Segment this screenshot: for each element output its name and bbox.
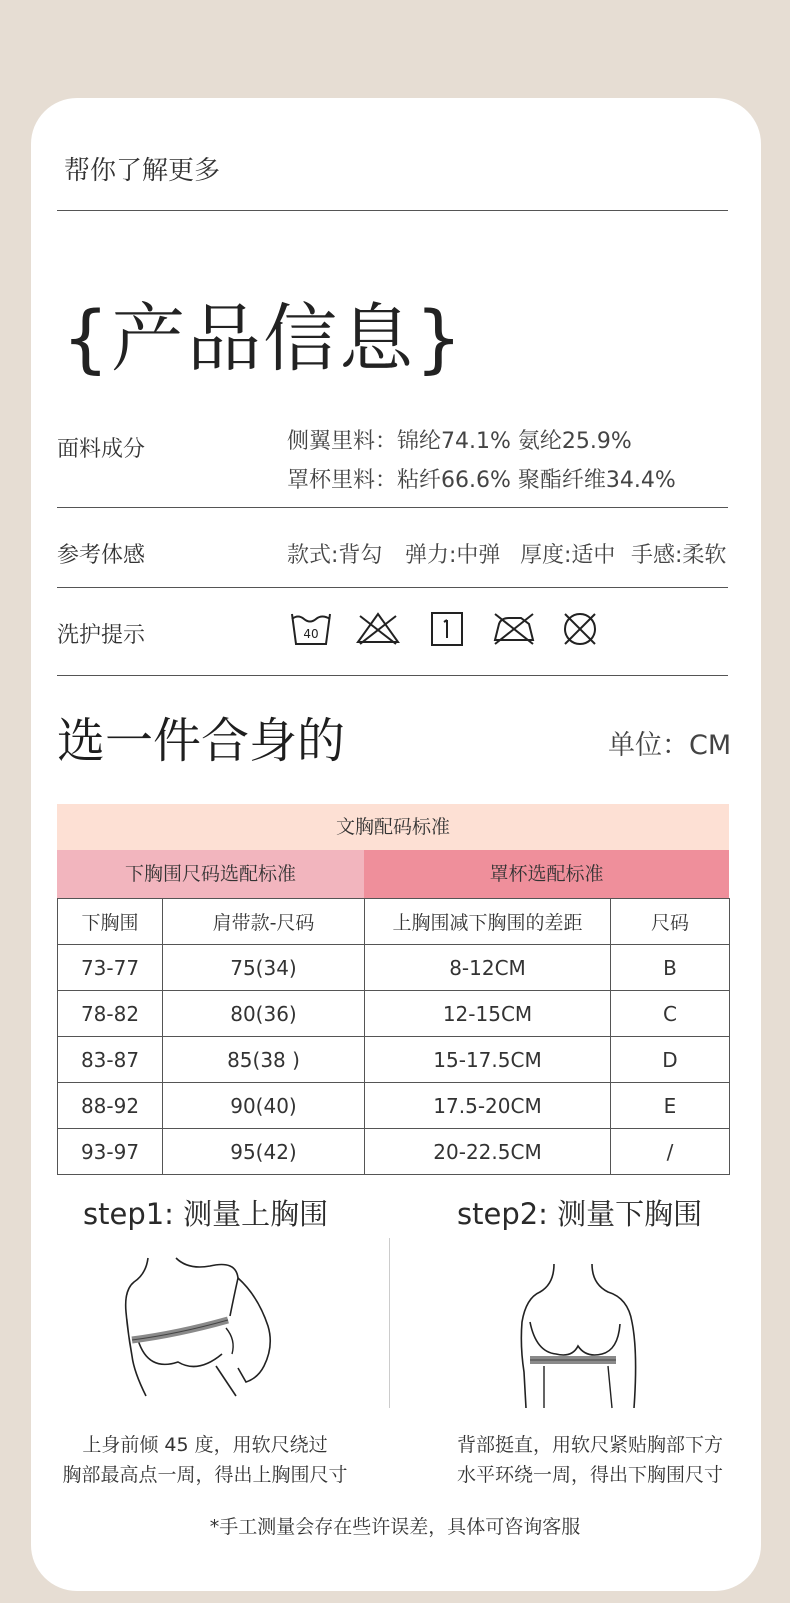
table-cell: 75(34) (163, 945, 365, 991)
col-header: 尺码 (611, 899, 730, 945)
intro-text: 帮你了解更多 (64, 156, 221, 186)
divider (57, 587, 728, 588)
steps-divider (389, 1238, 390, 1408)
table-cell: 12-15CM (365, 991, 611, 1037)
hang-dry-icon (429, 610, 465, 648)
no-iron-icon (491, 610, 537, 648)
unit-label: 单位：CM (608, 730, 732, 761)
step2-line-1: 背部挺直，用软尺紧贴胸部下方 (456, 1434, 723, 1456)
table-row (58, 1129, 730, 1175)
feel-thickness: 厚度:适中 (520, 543, 616, 568)
step2-title: step2: 测量下胸围 (457, 1197, 703, 1231)
size-grid (57, 898, 730, 1175)
col-header: 下胸围 (58, 899, 163, 945)
fit-title: 选一件合身的 (57, 713, 346, 769)
step1-line-1: 上身前倾 45 度，用软尺绕过 (82, 1434, 328, 1456)
table-row (58, 991, 730, 1037)
table-cell: 83-87 (58, 1037, 163, 1083)
fabric-label: 面料成分 (57, 437, 146, 462)
feel-elastic: 弹力:中弹 (405, 543, 501, 568)
feel-label: 参考体感 (57, 543, 146, 568)
feel-style: 款式:背勾 (287, 543, 383, 568)
table-cell: 90(40) (163, 1083, 365, 1129)
table-title: 文胸配码标准 (57, 804, 729, 850)
divider (57, 210, 728, 211)
care-label: 洗护提示 (57, 623, 146, 648)
table-cell: 15-17.5CM (365, 1037, 611, 1083)
table-cell: / (611, 1129, 730, 1175)
divider (57, 507, 728, 508)
measure-upper-bust-illustration (118, 1256, 288, 1398)
step2-description (405, 1430, 775, 1490)
table-cell: D (611, 1037, 730, 1083)
divider (57, 675, 728, 676)
table-row (58, 1037, 730, 1083)
step1-description (30, 1430, 380, 1490)
fabric-line-2: 罩杯里料：粘纤66.6% 聚酯纤维34.4% (287, 468, 676, 493)
wash-temp-label: 40 (303, 627, 319, 641)
table-cell: 85(38 ) (163, 1037, 365, 1083)
table-cell: C (611, 991, 730, 1037)
step1-line-2: 胸部最高点一周，得出上胸围尺寸 (62, 1464, 348, 1486)
table-cell: 17.5-20CM (365, 1083, 611, 1129)
table-header-row (58, 899, 730, 945)
col-header: 肩带款-尺码 (163, 899, 365, 945)
product-info-title: {产品信息} (62, 296, 465, 382)
table-cell: 73-77 (58, 945, 163, 991)
feel-touch: 手感:柔软 (631, 543, 727, 568)
table-cell: 88-92 (58, 1083, 163, 1129)
col-header: 上胸围减下胸围的差距 (365, 899, 611, 945)
measurement-note: *手工测量会存在些许误差，具体可咨询客服 (209, 1516, 581, 1538)
table-row (58, 945, 730, 991)
table-cell: 80(36) (163, 991, 365, 1037)
no-bleach-icon (354, 610, 402, 648)
table-cell: E (611, 1083, 730, 1129)
cup-header: 罩杯选配标准 (364, 850, 729, 898)
table-cell: 95(42) (163, 1129, 365, 1175)
table-cell: 20-22.5CM (365, 1129, 611, 1175)
step2-line-2: 水平环绕一周，得出下胸围尺寸 (456, 1464, 723, 1486)
table-cell: 93-97 (58, 1129, 163, 1175)
table-cell: 78-82 (58, 991, 163, 1037)
no-dry-clean-icon (560, 610, 600, 648)
underbust-header: 下胸围尺码选配标准 (57, 850, 364, 898)
table-cell: 8-12CM (365, 945, 611, 991)
size-table (57, 804, 729, 1175)
measure-under-bust-illustration (516, 1262, 656, 1410)
wash-40-icon (290, 610, 332, 648)
fabric-line-1: 侧翼里料：锦纶74.1% 氨纶25.9% (287, 429, 632, 454)
table-row (58, 1083, 730, 1129)
step1-title: step1: 测量上胸围 (83, 1197, 329, 1231)
table-cell: B (611, 945, 730, 991)
